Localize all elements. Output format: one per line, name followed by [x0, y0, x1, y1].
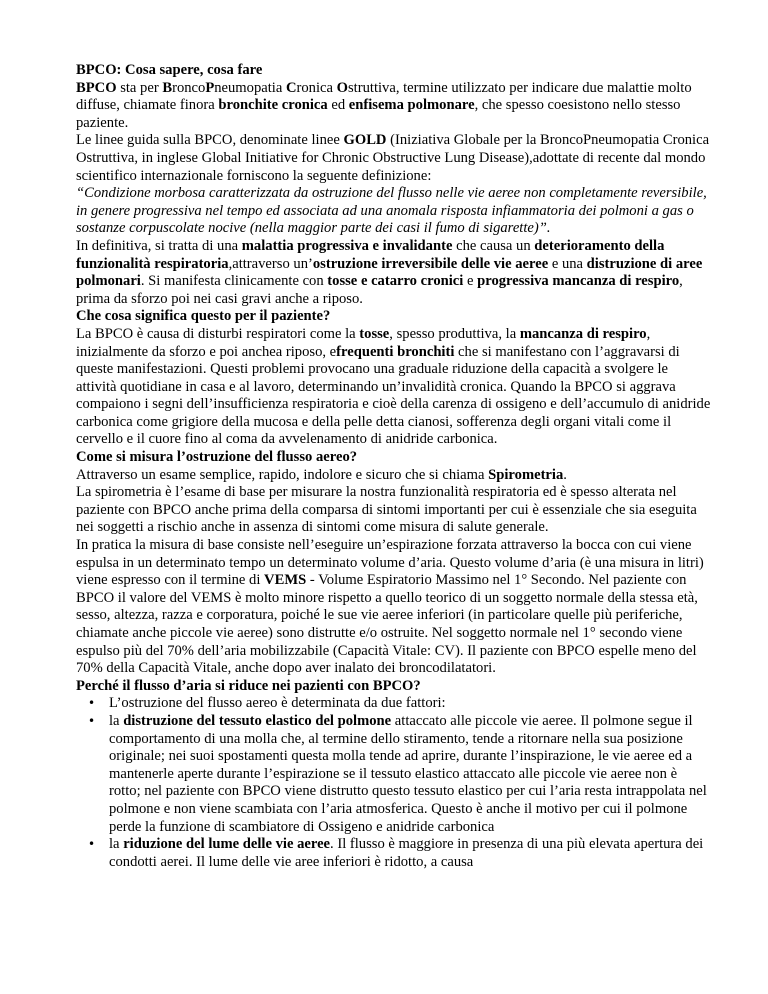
text-run: sta per	[116, 79, 163, 96]
bold-text: ostruzione irreversibile delle vie aeree	[312, 255, 549, 272]
bold-text: deterioramento della funzionalità respiratoria	[76, 237, 665, 272]
bold-text: distruzione del tessuto elastico del polmone	[123, 712, 392, 729]
bold-text: progressiva mancanza di respiro	[477, 273, 680, 290]
text-run: ronica	[296, 79, 337, 96]
document-title: BPCO: Cosa sapere, cosa fare	[76, 62, 263, 78]
paragraph-gold-quote	[76, 185, 712, 238]
heading-measure-obstruction: Come si misura l’ostruzione del flusso aereo?	[76, 449, 358, 466]
text-run: L’ostruzione del flusso aereo è determinata da due fattori:	[109, 695, 446, 712]
list-item	[76, 713, 712, 836]
paragraph-summary	[76, 238, 712, 308]
text-run: ronco	[172, 79, 206, 96]
text-run: la	[109, 836, 124, 853]
bold-text: VEMS	[264, 572, 307, 589]
bold-text: Spirometria	[488, 466, 564, 483]
text-run: .	[563, 466, 567, 483]
text-run: In pratica la misura di base consiste nell’eseguire un’espirazione forzata attraverso la bocca con cui viene espulsa in un determinato tempo un determinato volume d’aria. Questo volume d’aria (è una misura in litri) viene espresso con il termine di	[76, 537, 704, 589]
text-run: Le linee guida sulla BPCO, denominate linee	[76, 132, 344, 149]
paragraph-spirometry-basics	[76, 484, 712, 537]
bold-text: C	[285, 79, 297, 96]
list-item	[76, 836, 712, 871]
bold-text: enfisema polmonare	[348, 97, 475, 114]
text-run: ed	[327, 97, 349, 114]
bold-text: B	[162, 79, 173, 96]
text-run: (Iniziativa Globale per la BroncoPneumopatia Cronica Ostruttiva, in inglese Global Initiative for Chronic Obstructive Lung Disease),adottate di recente dal mondo scientifico internazionale forniscono la seguente definizione:	[76, 132, 710, 184]
heading-patient-meaning: Che cosa significa questo per il paziente?	[76, 308, 331, 325]
text-run: ,attraverso un’	[228, 255, 313, 272]
bullet-list	[76, 695, 712, 871]
text-run: La BPCO è causa di disturbi respiratori come la	[76, 325, 360, 342]
bold-text: O	[336, 79, 348, 96]
bold-text: tosse	[359, 325, 390, 342]
bold-text: BPCO	[76, 79, 117, 96]
bold-text: bronchite cronica	[218, 97, 328, 114]
bold-text: GOLD	[343, 132, 387, 149]
text-run: . Il flusso è maggiore in presenza di una più elevata apertura dei condotti aerei. Il lume delle vie aree inferiori è ridotto, a causa	[109, 836, 704, 870]
paragraph-gold-guidelines	[76, 132, 712, 185]
text-run: struttiva, termine utilizzato per indicare due malattie molto diffuse, chiamate finora	[76, 79, 692, 114]
text-run: che si manifestano con l’aggravarsi di queste manifestazioni. Questi problemi provocano una graduale riduzione della capacità a svolgere le attività quotidiane in casa e al lavoro, determinando un’invalidità cronica. Quando la BPCO si aggrava compaiono i segni dell’insufficienza respiratoria e cioè della carenza di ossigeno e dell’accumulo di anidride carbonica come grigiore della mucosa e della pelle detta cianosi, sofferenza degli organi vitali come il cervello e il cuore fino al coma da avvelenamento di anidride carbonica.	[76, 343, 711, 448]
text-run: neumopatia	[214, 79, 286, 96]
text-run: Attraverso un esame semplice, rapido, indolore e sicuro che si chiama	[76, 466, 489, 483]
document-page	[76, 62, 712, 871]
paragraph-symptoms	[76, 326, 712, 449]
text-run: la	[109, 712, 124, 729]
paragraph-vems	[76, 537, 712, 678]
text-run: , che spesso coesistono nello stesso paziente.	[76, 97, 681, 131]
text-run: attaccato alle piccole vie aeree. Il polmone segue il comportamento di una molla che, al termine dello stiramento, tende a ritornare nella sua posizione originale; nei suoi spostamenti questa molla tende ad aprire, durante l’inspirazione, le vie aeree ed a mantenerle aperte durante l’espirazione se il tessuto elastico attaccato alle piccole vie aeree non è rotto; nel paziente con BPCO viene distrutto questo tessuto elastico per cui l’aria resta intrappolata nel polmone e non viene scambiata con l’aria atmosferica. Questo è anche il motivo per cui il polmone perde la funzione di scambiatore di Ossigeno e anidride carbonica	[109, 712, 707, 835]
paragraph-spirometry-intro	[76, 467, 712, 485]
text-run: e una	[548, 255, 587, 272]
italic-text: “Condizione morbosa caratterizzata da ostruzione del flusso nelle vie aeree non completamente reversibile, in genere progressiva nel tempo ed associata ad una anomala risposta infiammatoria dei polmoni a gas o sostanze corpuscolate nocive (nella maggior parte dei casi il fumo di sigarette)”.	[76, 185, 707, 237]
text-run: In definitiva, si tratta di una	[76, 237, 242, 254]
bold-text: frequenti bronchiti	[336, 343, 455, 360]
bold-text: mancanza di respiro	[519, 325, 647, 342]
text-run: . Si manifesta clinicamente con	[140, 273, 328, 290]
list-item	[76, 695, 712, 713]
bold-text: riduzione del lume delle vie aeree	[123, 836, 331, 853]
text-run: , prima da sforzo poi nei casi gravi anche a riposo.	[76, 273, 683, 307]
bold-text: malattia progressiva e invalidante	[241, 237, 453, 254]
paragraph-bpco-definition	[76, 80, 712, 133]
text-run: , inizialmente da sforzo e poi anchea riposo, e	[76, 325, 651, 360]
bold-text: tosse e catarro cronici	[327, 273, 464, 290]
text-run: - Volume Espiratorio Massimo nel 1° Secondo. Nel paziente con BPCO il valore del VEMS è molto minore rispetto a quello teorico di un soggetto normale della stessa età, sesso, altezza, razza e corporatura, poiché le sue vie aeree inferiori (in particolare quelle più periferiche, chiamate anche piccole vie aeree) sono distrutte e/o ostruite. Nel soggetto normale nel 1° secondo viene espulso più del 70% dell’aria mobilizzabile (Capacità Vitale: CV). Il paziente con BPCO espelle meno del 70% della Capacità Vitale, anche dopo aver inalato dei broncodilatatori.	[76, 572, 698, 677]
text-run: , spesso produttiva, la	[389, 325, 520, 342]
bold-text: P	[205, 79, 215, 96]
text-run: La spirometria è l’esame di base per misurare la nostra funzionalità respiratoria ed è spesso alterata nel paziente con BPCO anche prima della comparsa di sintomi importanti per cui è essenziale che sia eseguita nei soggetti a rischio anche in assenza di sintomi come misura di salute generale.	[76, 484, 697, 536]
text-run: e	[463, 273, 478, 290]
heading-airflow-reduction: Perché il flusso d’aria si riduce nei pazienti con BPCO?	[76, 677, 421, 694]
text-run: che causa un	[452, 237, 535, 254]
bold-text: distruzione di aree polmonari	[76, 255, 703, 290]
